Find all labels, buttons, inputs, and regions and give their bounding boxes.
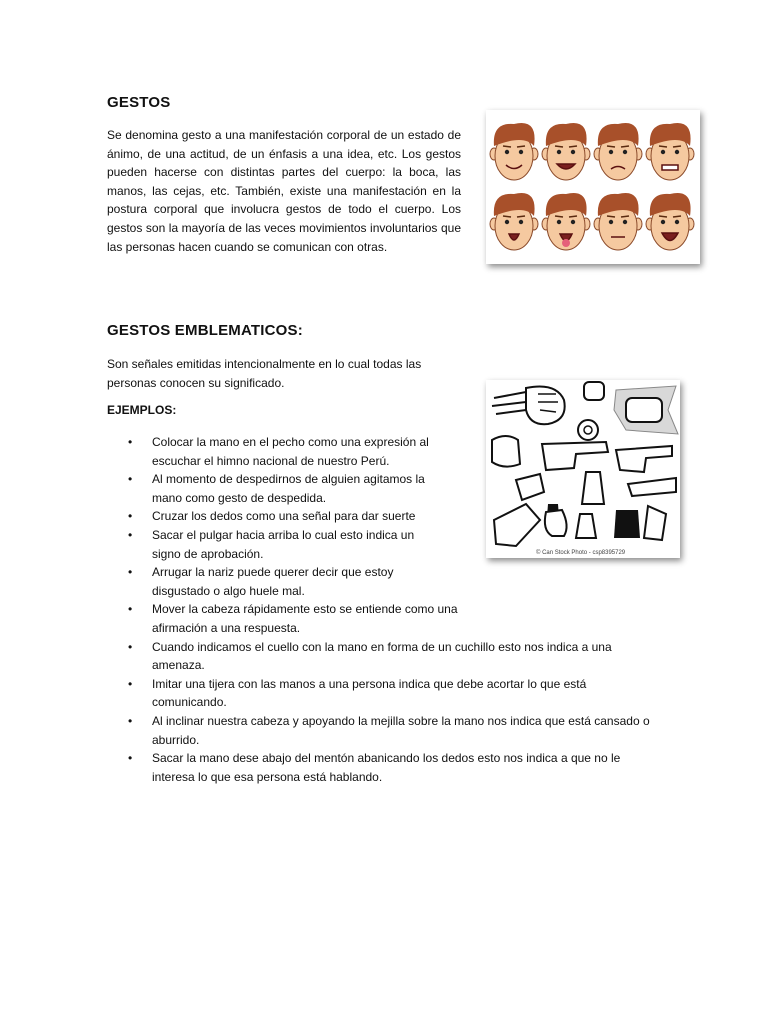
list-item-text: • Sacar el pulgar hacia arriba lo cual esto indica un signo de aprobación. <box>152 527 415 561</box>
list-item <box>128 675 658 712</box>
image-watermark: © Can Stock Photo - csp8395729 <box>536 550 626 556</box>
face-smile <box>490 123 538 180</box>
hand-gestures-illustration <box>486 380 680 558</box>
gestos-paragraph: Se denomina gesto a una manifestación corporal de un estado de ánimo, de una actitud, de un énfasis a una idea, etc. Los gestos pueden hacerse con distintas partes del cuerpo: la boca, las manos, las cejas, etc. También, existe una manifestación en la postura corporal que involucra gestos de todo el cuerpo. Los gestos son la mayoría de las veces movimientos involuntarios que las personas hacen cuando se comunican con otras. <box>107 128 461 254</box>
faces-icon <box>486 110 700 264</box>
cartoon-faces-illustration <box>486 110 700 264</box>
list-item <box>128 600 658 637</box>
list-item-text: • Colocar la mano en el pecho como una expresión al escuchar el himno nacional de nuestro Perú. <box>152 435 429 468</box>
face-open <box>490 193 538 250</box>
section-title-gestos: GESTOS <box>107 94 171 111</box>
face-grimace <box>646 123 694 180</box>
list-item-text: • Al momento de despedirnos de alguien agitamos la mano como gesto de despedida. <box>152 472 425 505</box>
list-item-text: • Cuando indicamos el cuello con la mano en forma de un cuchillo esto nos indica a una amenaza. <box>152 639 612 673</box>
face-grin <box>542 123 590 180</box>
list-item-text: • Al inclinar nuestra cabeza y apoyando la mejilla sobre la mano nos indica que está cansado o aburrido. <box>152 713 650 747</box>
emblematicos-paragraph: Son señales emitidas intencionalmente en lo cual todas las personas conocen su significado. <box>107 357 422 390</box>
list-item <box>128 638 658 675</box>
list-item-text: • Arrugar la nariz puede querer decir que estoy disgustado o algo huele mal. <box>152 565 394 598</box>
face-tongue <box>542 193 590 250</box>
list-item <box>128 563 658 600</box>
list-item-text: • Mover la cabeza rápidamente esto se entiende como una afirmación a una respuesta. <box>152 602 458 635</box>
section-title-gestos-emblematicos: GESTOS EMBLEMATICOS: <box>107 322 303 339</box>
list-item <box>128 749 658 786</box>
hands-icon <box>486 380 680 558</box>
list-item-text: • Sacar la mano dese abajo del mentón abanicando los dedos esto nos indica a que no le interesa lo que esa persona está hablando. <box>152 751 621 784</box>
list-item <box>128 712 658 749</box>
face-shout <box>646 193 694 250</box>
list-item-text: • Cruzar los dedos como una señal para dar suerte <box>152 509 416 524</box>
examples-heading: EJEMPLOS: <box>107 403 177 417</box>
face-bite <box>594 193 642 250</box>
face-frown <box>594 123 642 180</box>
list-item-text: • Imitar una tijera con las manos a una persona indica que debe acortar lo que está comunicando. <box>152 676 587 710</box>
